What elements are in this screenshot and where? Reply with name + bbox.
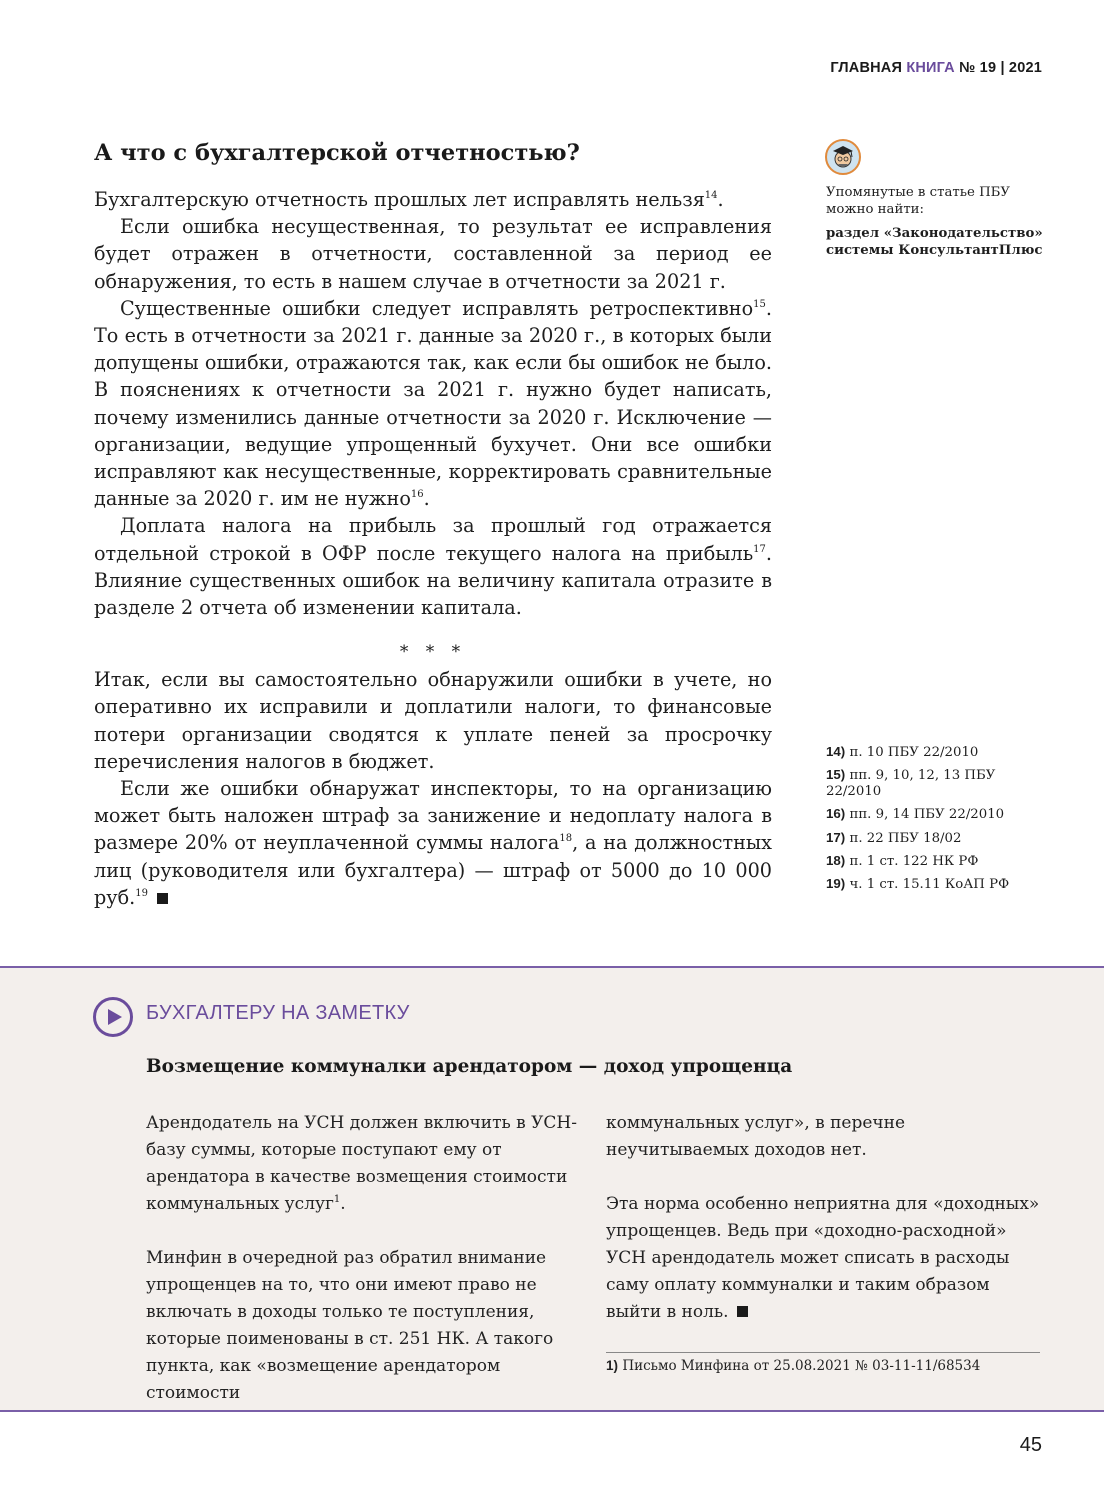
article-body xyxy=(94,186,772,911)
paragraph: Если ошибка несущественная, то результат ее исправления будет отражен в отчетности, составленной за период ее обнаружения, то есть в нашем случае в отчетности за 2021 г. xyxy=(94,215,772,293)
paragraph: Итак, если вы самостоятельно обнаружили ошибки в учете, но оперативно их исправили и доплатили налоги, то финансовые потери организации сводятся к уплате пеней за просрочку перечисления налогов в бюджет. xyxy=(94,668,772,773)
footnote: 14) п. 10 ПБУ 22/2010 xyxy=(826,744,979,760)
end-mark-icon xyxy=(157,893,168,904)
box-column-left xyxy=(146,1110,582,1407)
footnote: 15) пп. 9, 10, 12, 13 ПБУ 22/2010 xyxy=(826,767,996,800)
paragraph: Минфин в очередной раз обратил внимание упрощенцев на то, что они имеют право не включать в доходы только те поступления, которые поименованы в ст. 251 НК. А такого пункта, как «возмещение арендатором стоимости xyxy=(146,1248,554,1403)
footnote: 16) пп. 9, 14 ПБУ 22/2010 xyxy=(826,806,1005,823)
footnote: 17) п. 22 ПБУ 18/02 xyxy=(826,829,962,846)
footnotes xyxy=(826,744,1036,899)
paragraph: Эта норма особенно неприятна для «доходных» упрощенцев. Ведь при «доходно-расходной» УСН арендодатель может списать в расходы саму оплату коммуналки и таким образом выйти в ноль. xyxy=(606,1194,1040,1322)
section-divider: * * * xyxy=(399,642,467,663)
running-header xyxy=(830,60,1042,76)
box-column-right xyxy=(606,1110,1042,1326)
note-box xyxy=(0,966,1104,1412)
paragraph: Существенные ошибки следует исправлять ретроспективно$^{15}$. То есть в отчетности за 2021 г. данные за 2020 г., в которых были допущены ошибки, отражаются так, как если бы ошибок не было. В пояснениях к отчетности за 2021 г. нужно будет написать, почему изменились данные отчетности за 2020 г. Исключение — организации, ведущие упрощенный бухучет. Они все ошибки исправляют как несущественные, корректировать сравнительные данные за 2020 г. им не нужно$^{16}$. xyxy=(94,296,772,511)
paragraph: Если же ошибки обнаружат инспекторы, то на организацию может быть наложен штраф за занижение и недоплату налога в размере 20% от неуплаченной суммы налога$^{18}$, а на должностных лиц (руководителя или бухгалтера) — штраф от 5000 до 10 000 руб.$^{19}$ xyxy=(94,777,773,909)
end-mark-icon xyxy=(737,1306,748,1317)
paragraph: Бухгалтерскую отчетность прошлых лет исправлять нельзя$^{14}$. xyxy=(94,188,724,211)
sidebar-text: Упомянутые в статье ПБУ можно найти: xyxy=(826,185,1011,217)
page-number: 45 xyxy=(1019,1434,1042,1456)
paragraph: коммунальных услуг», в перечне неучитываемых доходов нет. xyxy=(606,1113,906,1160)
brand-glavnaya: ГЛАВНАЯ xyxy=(830,60,903,76)
box-title: Возмещение коммуналки арендатором — доход упрощенца xyxy=(146,1056,793,1077)
box-label: БУХГАЛТЕРУ НА ЗАМЕТКУ xyxy=(146,1002,410,1024)
article-title: А что с бухгалтерской отчетностью? xyxy=(94,140,580,166)
footnote: 18) п. 1 ст. 122 НК РФ xyxy=(826,852,979,869)
footnote: 19) ч. 1 ст. 15.11 КоАП РФ xyxy=(826,875,1010,892)
issue-number: № 19 | 2021 xyxy=(959,60,1042,76)
paragraph: Арендодатель на УСН должен включить в УСН-базу суммы, которые поступают ему от арендатора в качестве возмещения стоимости коммунальных услуг$^1$. xyxy=(146,1113,577,1214)
expert-avatar-icon xyxy=(825,139,861,175)
box-footnote: 1) Письмо Минфина от 25.08.2021 № 03-11-11/68534 xyxy=(606,1358,981,1374)
footnote-divider xyxy=(606,1352,1040,1353)
play-circle-icon xyxy=(92,996,134,1038)
paragraph: Доплата налога на прибыль за прошлый год отражается отдельной строкой в ОФР после текущего налога на прибыль$^{17}$. Влияние существенных ошибок на величину капитала отразите в разделе 2 отчета об изменении капитала. xyxy=(94,514,772,620)
brand-kniga: КНИГА xyxy=(906,60,955,76)
sidebar-note xyxy=(826,185,1051,259)
sidebar-location: раздел «Законодательство» системы КонсультантПлюс xyxy=(826,226,1043,258)
